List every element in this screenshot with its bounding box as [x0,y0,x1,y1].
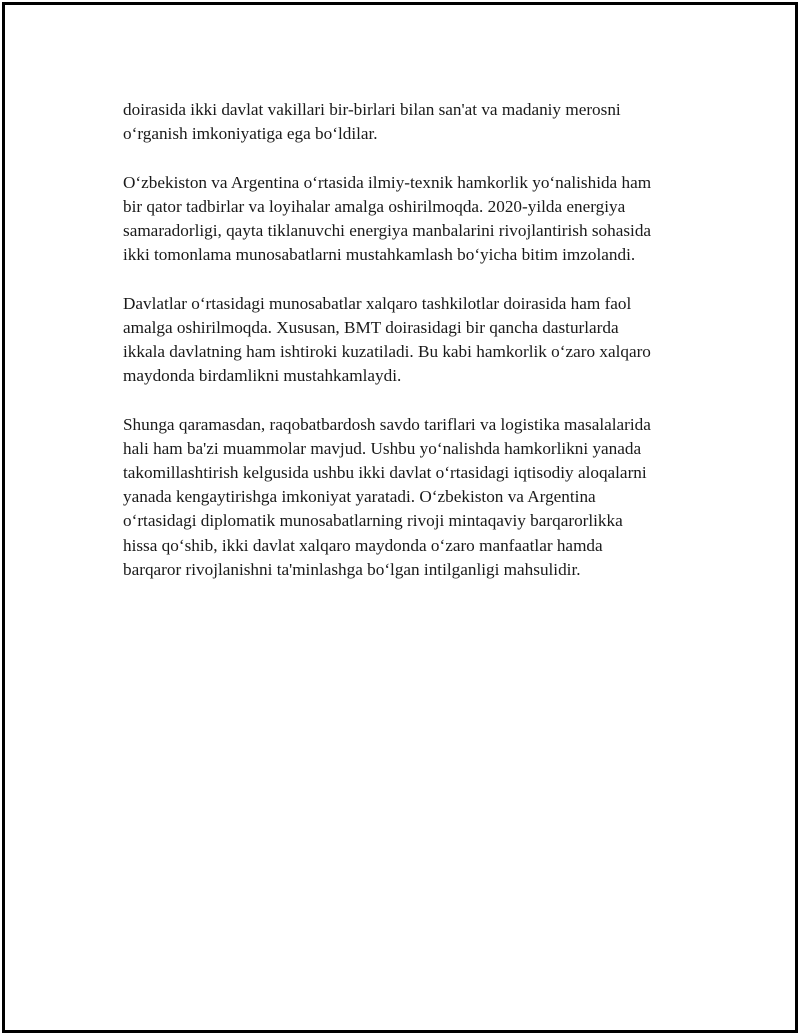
text-line: O‘zbekiston va Argentina o‘rtasida ilmiy-texnik hamkorlik yo‘nalishida ham [123,172,652,192]
text-line: yanada kengaytirishga imkoniyat yaratadi. O‘zbekiston va Argentina [123,487,596,507]
text-line: bir qator tadbirlar va loyihalar amalga oshirilmoqda. 2020-yilda energiya [123,196,626,216]
text-line: samaradorligi, qayta tiklanuvchi energiya manbalarini rivojlantirish sohasida [123,221,652,240]
paragraph-4 [123,413,708,582]
text-line: doirasida ikki davlat vakillari bir-birlari bilan san'at va madaniy merosni [123,100,621,119]
text-line: ikki tomonlama munosabatlarni mustahkamlash bo‘yicha bitim imzolandi. [123,245,636,265]
text-line: hali ham ba'zi muammolar mavjud. Ushbu yo‘nalishda hamkorlikni yanada [123,438,642,458]
text-line: Davlatlar o‘rtasidagi munosabatlar xalqaro tashkilotlar doirasida ham faol [123,293,632,313]
document-body [123,98,708,606]
paragraph-3 [123,292,708,389]
text-line: barqaror rivojlanishni ta'minlashga bo‘lgan intilganligi mahsulidir. [123,559,581,579]
text-line: takomillashtirish kelgusida ushbu ikki davlat o‘rtasidagi iqtisodiy aloqalarni [123,463,647,482]
text-line: maydonda birdamlikni mustahkamlaydi. [123,366,402,386]
text-line: Shunga qaramasdan, raqobatbardosh savdo tariflari va logistika masalalarida [123,414,651,434]
page-frame [2,2,798,1033]
paragraph-1 [123,98,708,146]
paragraph-2 [123,171,708,268]
text-line: ikkala davlatning ham ishtiroki kuzatiladi. Bu kabi hamkorlik o‘zaro xalqaro [123,342,651,361]
text-line: o‘rtasidagi diplomatik munosabatlarning rivoji mintaqaviy barqarorlikka [123,511,623,531]
text-line: amalga oshirilmoqda. Xususan, BMT doirasidagi bir qancha dasturlarda [123,317,619,337]
text-line: hissa qo‘shib, ikki davlat xalqaro maydonda o‘zaro manfaatlar hamda [123,535,603,555]
text-line: o‘rganish imkoniyatiga ega bo‘ldilar. [123,124,378,144]
